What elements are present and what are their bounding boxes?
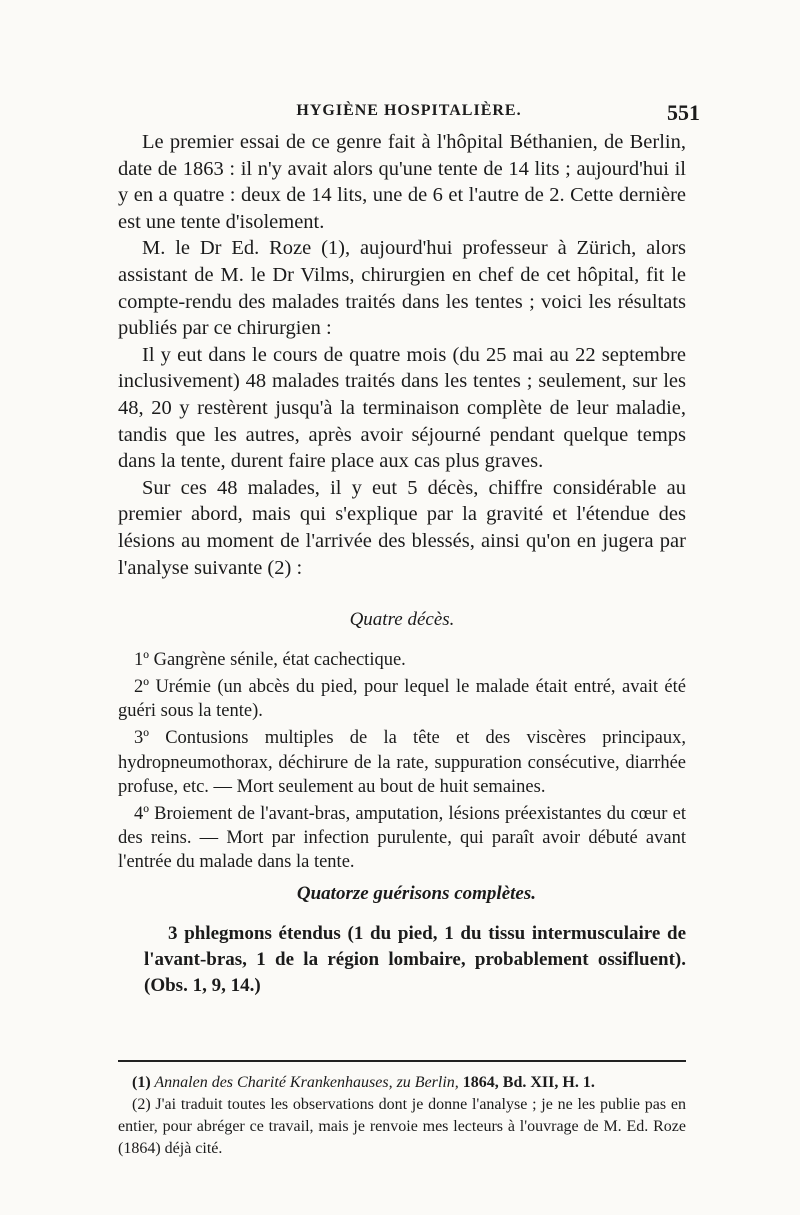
page-header bbox=[118, 100, 700, 124]
paragraph-4: Sur ces 48 malades, il y eut 5 décès, chiffre considérable au premier abord, mais qui s'explique par la gravité et l'étendue des lésions au moment de l'arrivée des blessés, ainsi qu'on en jugera par l'analyse suivante (2) : bbox=[118, 476, 686, 579]
paragraph-2: M. le Dr Ed. Roze (1), aujourd'hui professeur à Zürich, alors assistant de M. le Dr Vilms, chirurgien en chef de cet hôpital, fit le compte-rendu des malades traités dans les tentes ; voici les résultats publiés par ce chirurgien : bbox=[118, 237, 686, 340]
footnote-divider bbox=[118, 1060, 686, 1062]
footnote-1-reference: 1864, Bd. XII, H. 1. bbox=[462, 1074, 595, 1091]
paragraph-1: Le premier essai de ce genre fait à l'hôpital Béthanien, de Berlin, date de 1863 : il n'y avait alors qu'une tente de 14 lits ; aujourd'hui il y en a quatre : deux de 14 lits, une de 6 et l'autre de 2. Cette dernière est une tente d'isolement. bbox=[118, 131, 686, 233]
footnote-2: (2) J'ai traduit toutes les observations dont je donne l'analyse ; je ne les publie pas en entier, pour abréger ce travail, mais je renvoie mes lecteurs à l'ouvrage de M. Ed. Roze (1864) déjà cité. bbox=[118, 1096, 686, 1157]
body-text bbox=[118, 129, 686, 999]
death-case-3: 3º Contusions multiples de la tête et des viscères principaux, hydropneumothorax, déchirure de la rate, suppuration consécutive, diarrhée profuse, etc. — Mort seulement au bout de huit semaines. bbox=[118, 728, 686, 797]
paragraph-3: Il y eut dans le cours de quatre mois (du 25 mai au 22 septembre inclusivement) 48 malades traités dans les tentes ; seulement, sur les 48, 20 y restèrent jusqu'à la terminaison complète de leur maladie, tandis que les autres, après avoir séjourné pendant quelque temps dans la tente, durent faire place aux cas plus graves. bbox=[118, 343, 686, 473]
section-title-cures: Quatorze guérisons complètes. bbox=[296, 882, 536, 904]
running-title: HYGIÈNE HOSPITALIÈRE. bbox=[296, 102, 522, 119]
footnotes bbox=[118, 1072, 686, 1160]
page-number: 551 bbox=[667, 100, 700, 125]
death-case-4: 4º Broiement de l'avant-bras, amputation, lésions préexistantes du cœur et des reins. — Mort par infection purulente, qui paraît avoir débuté avant l'entrée du malade dans la tente. bbox=[118, 803, 686, 873]
death-case-1: 1º Gangrène sénile, état cachectique. bbox=[134, 649, 406, 670]
footnote-1-marker: (1) bbox=[132, 1074, 151, 1091]
footnote-1-title: Annalen des Charité Krankenhauses, zu Berlin, bbox=[154, 1074, 459, 1091]
footnote-1 bbox=[118, 1072, 686, 1094]
death-case-2: 2º Urémie (un abcès du pied, pour lequel le malade était entré, avait été guéri sous la tente). bbox=[118, 676, 686, 722]
section-title-deaths: Quatre décès. bbox=[349, 609, 455, 631]
cure-entry: 3 phlegmons étendus (1 du pied, 1 du tissu intermusculaire de l'avant-bras, 1 de la région lombaire, probablement ossifluent). (Obs. 1, 9, 14.) bbox=[144, 923, 686, 997]
death-case-list bbox=[118, 648, 686, 875]
